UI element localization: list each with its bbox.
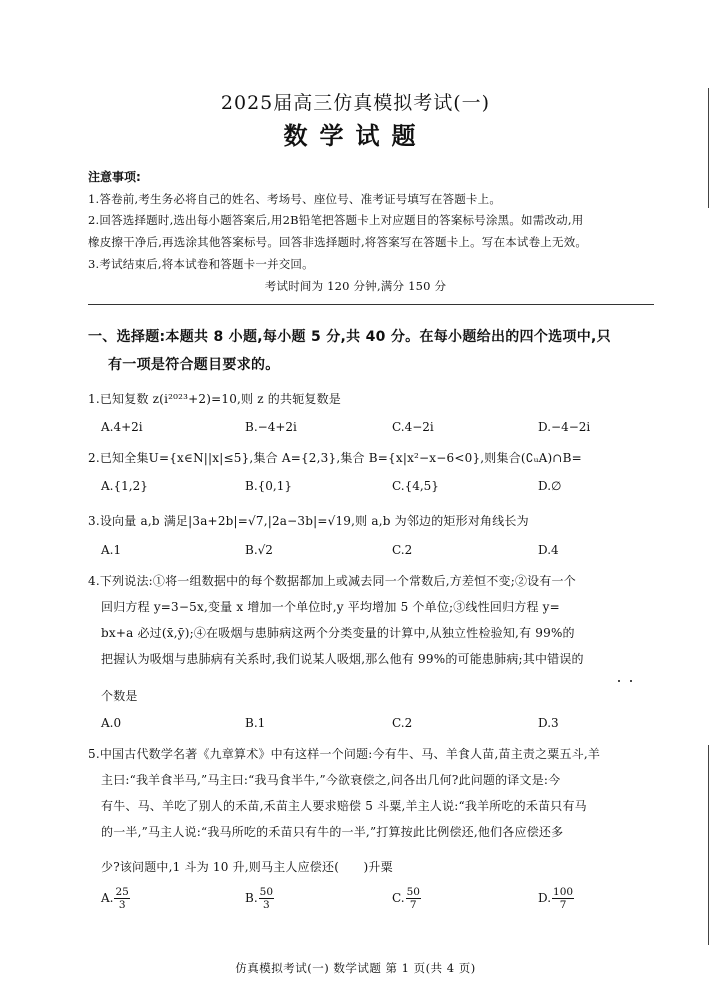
notice-item: 1.答卷前,考生务必将自己的姓名、考场号、座位号、准考证号填写在答题卡上。 [88, 192, 502, 206]
numerator: 25 [115, 886, 129, 898]
question-4-line: 把握认为吸烟与患肺病有关系时,我们说某人吸烟,那么他有 99%的可能患肺病;其中错误的 [101, 652, 584, 666]
option-a [101, 886, 130, 911]
emphasis-dot [618, 680, 620, 682]
notice-item: 3.考试结束后,将本试卷和答题卡一并交回。 [88, 257, 314, 271]
exam-title: 2025届高三仿真模拟考试(一) [220, 92, 491, 114]
question-4: 4.下列说法:①将一组数据中的每个数据都加上或减去同一个常数后,方差恒不变;②设有一个 [88, 574, 576, 588]
numerator: 100 [553, 886, 574, 898]
option-b: B.√2 [245, 543, 273, 557]
notice-heading: 注意事项: [88, 170, 141, 184]
question-4-line: bx+a 必过(x̄,ȳ);④在吸烟与患肺病这两个分类变量的计算中,从独立性检验知,有 99%的 [101, 626, 575, 640]
option-a: A.4+2i [101, 420, 143, 434]
option-b: B.−4+2i [245, 420, 297, 434]
option-letter: A. [101, 891, 114, 905]
fraction [552, 886, 574, 911]
option-c: C.2 [392, 543, 413, 557]
option-a: A.1 [101, 543, 122, 557]
question-5-line: 的一半,”马主人说:“我马所吃的禾苗只有牛的一半,”打算按此比例偿还,他们各应偿还多 [101, 825, 564, 839]
option-letter: D. [538, 891, 552, 905]
numerator: 50 [406, 886, 420, 898]
option-c [392, 886, 421, 911]
option-a: A.{1,2} [101, 479, 148, 493]
question-5: 5.中国古代数学名著《九章算术》中有这样一个问题:今有牛、马、羊食人苗,苗主责之粟五斗,羊 [88, 747, 601, 761]
question-4-line: 回归方程 y=3−5x,变量 x 增加一个单位时,y 平均增加 5 个单位;③线性回归方程 y= [101, 600, 560, 614]
option-a: A.0 [101, 716, 122, 730]
question-5-line: 少?该问题中,1 斗为 10 升,则马主人应偿还( )升粟 [101, 860, 393, 874]
option-d: D.3 [538, 716, 559, 730]
question-5-line: 主曰:“我羊食半马,”马主曰:“我马食半牛,”今欲衰偿之,问各出几何?此问题的译文是:今 [101, 773, 561, 787]
question-2: 2.已知全集U={x∈N||x|≤5},集合 A={2,3},集合 B={x|x²−x−6<0},则集合(∁ᵤA)∩B= [88, 451, 582, 465]
option-d: D.∅ [538, 479, 562, 493]
option-letter: B. [245, 891, 258, 905]
question-1: 1.已知复数 z(i²⁰²³+2)=10,则 z 的共轭复数是 [88, 392, 342, 406]
divider [88, 304, 654, 305]
question-3: 3.设向量 a,b 满足|3a+2b|=√7,|2a−3b|=√19,则 a,b 为邻边的矩形对角线长为 [88, 514, 529, 528]
notice-item: 橡皮擦干净后,再选涂其他答案标号。回答非选择题时,将答案写在答题卡上。写在本试卷上无效。 [88, 235, 588, 249]
question-5-line: 有牛、马、羊吃了别人的禾苗,禾苗主人要求赔偿 5 斗粟,羊主人说:“我羊所吃的禾苗只有马 [101, 799, 587, 813]
fraction [406, 886, 421, 911]
fraction [114, 886, 129, 911]
option-b: B.{0,1} [245, 479, 292, 493]
option-d: D.−4−2i [538, 420, 591, 434]
page-footer: 仿真模拟考试(一) 数学试题 第 1 页(共 4 页) [235, 961, 476, 975]
numerator: 50 [259, 886, 274, 898]
question-4-line: 个数是 [101, 689, 138, 703]
emphasis-dot [630, 680, 632, 682]
section-heading-cont: 有一项是符合题目要求的。 [108, 357, 280, 373]
option-letter: C. [392, 891, 405, 905]
option-c: C.4−2i [392, 420, 434, 434]
time-note: 考试时间为 120 分钟,满分 150 分 [264, 279, 447, 293]
section-heading: 一、选择题:本题共 8 小题,每小题 5 分,共 40 分。在每小题给出的四个选项中,只 [88, 329, 611, 345]
denominator: 3 [118, 899, 126, 911]
option-c: C.{4,5} [392, 479, 439, 493]
option-b: B.1 [245, 716, 266, 730]
denominator: 7 [409, 899, 417, 911]
notice-item: 2.回答选择题时,选出每小题答案后,用2B铅笔把答题卡上对应题目的答案标号涂黑。如需改动,用 [88, 213, 584, 227]
denominator: 3 [262, 899, 270, 911]
denominator: 7 [559, 899, 567, 911]
margin-line [708, 745, 709, 945]
option-c: C.2 [392, 716, 413, 730]
fraction [259, 886, 274, 911]
option-d [538, 886, 574, 911]
option-b [245, 886, 274, 911]
option-d: D.4 [538, 543, 559, 557]
page-title: 数学试题 [283, 122, 428, 150]
